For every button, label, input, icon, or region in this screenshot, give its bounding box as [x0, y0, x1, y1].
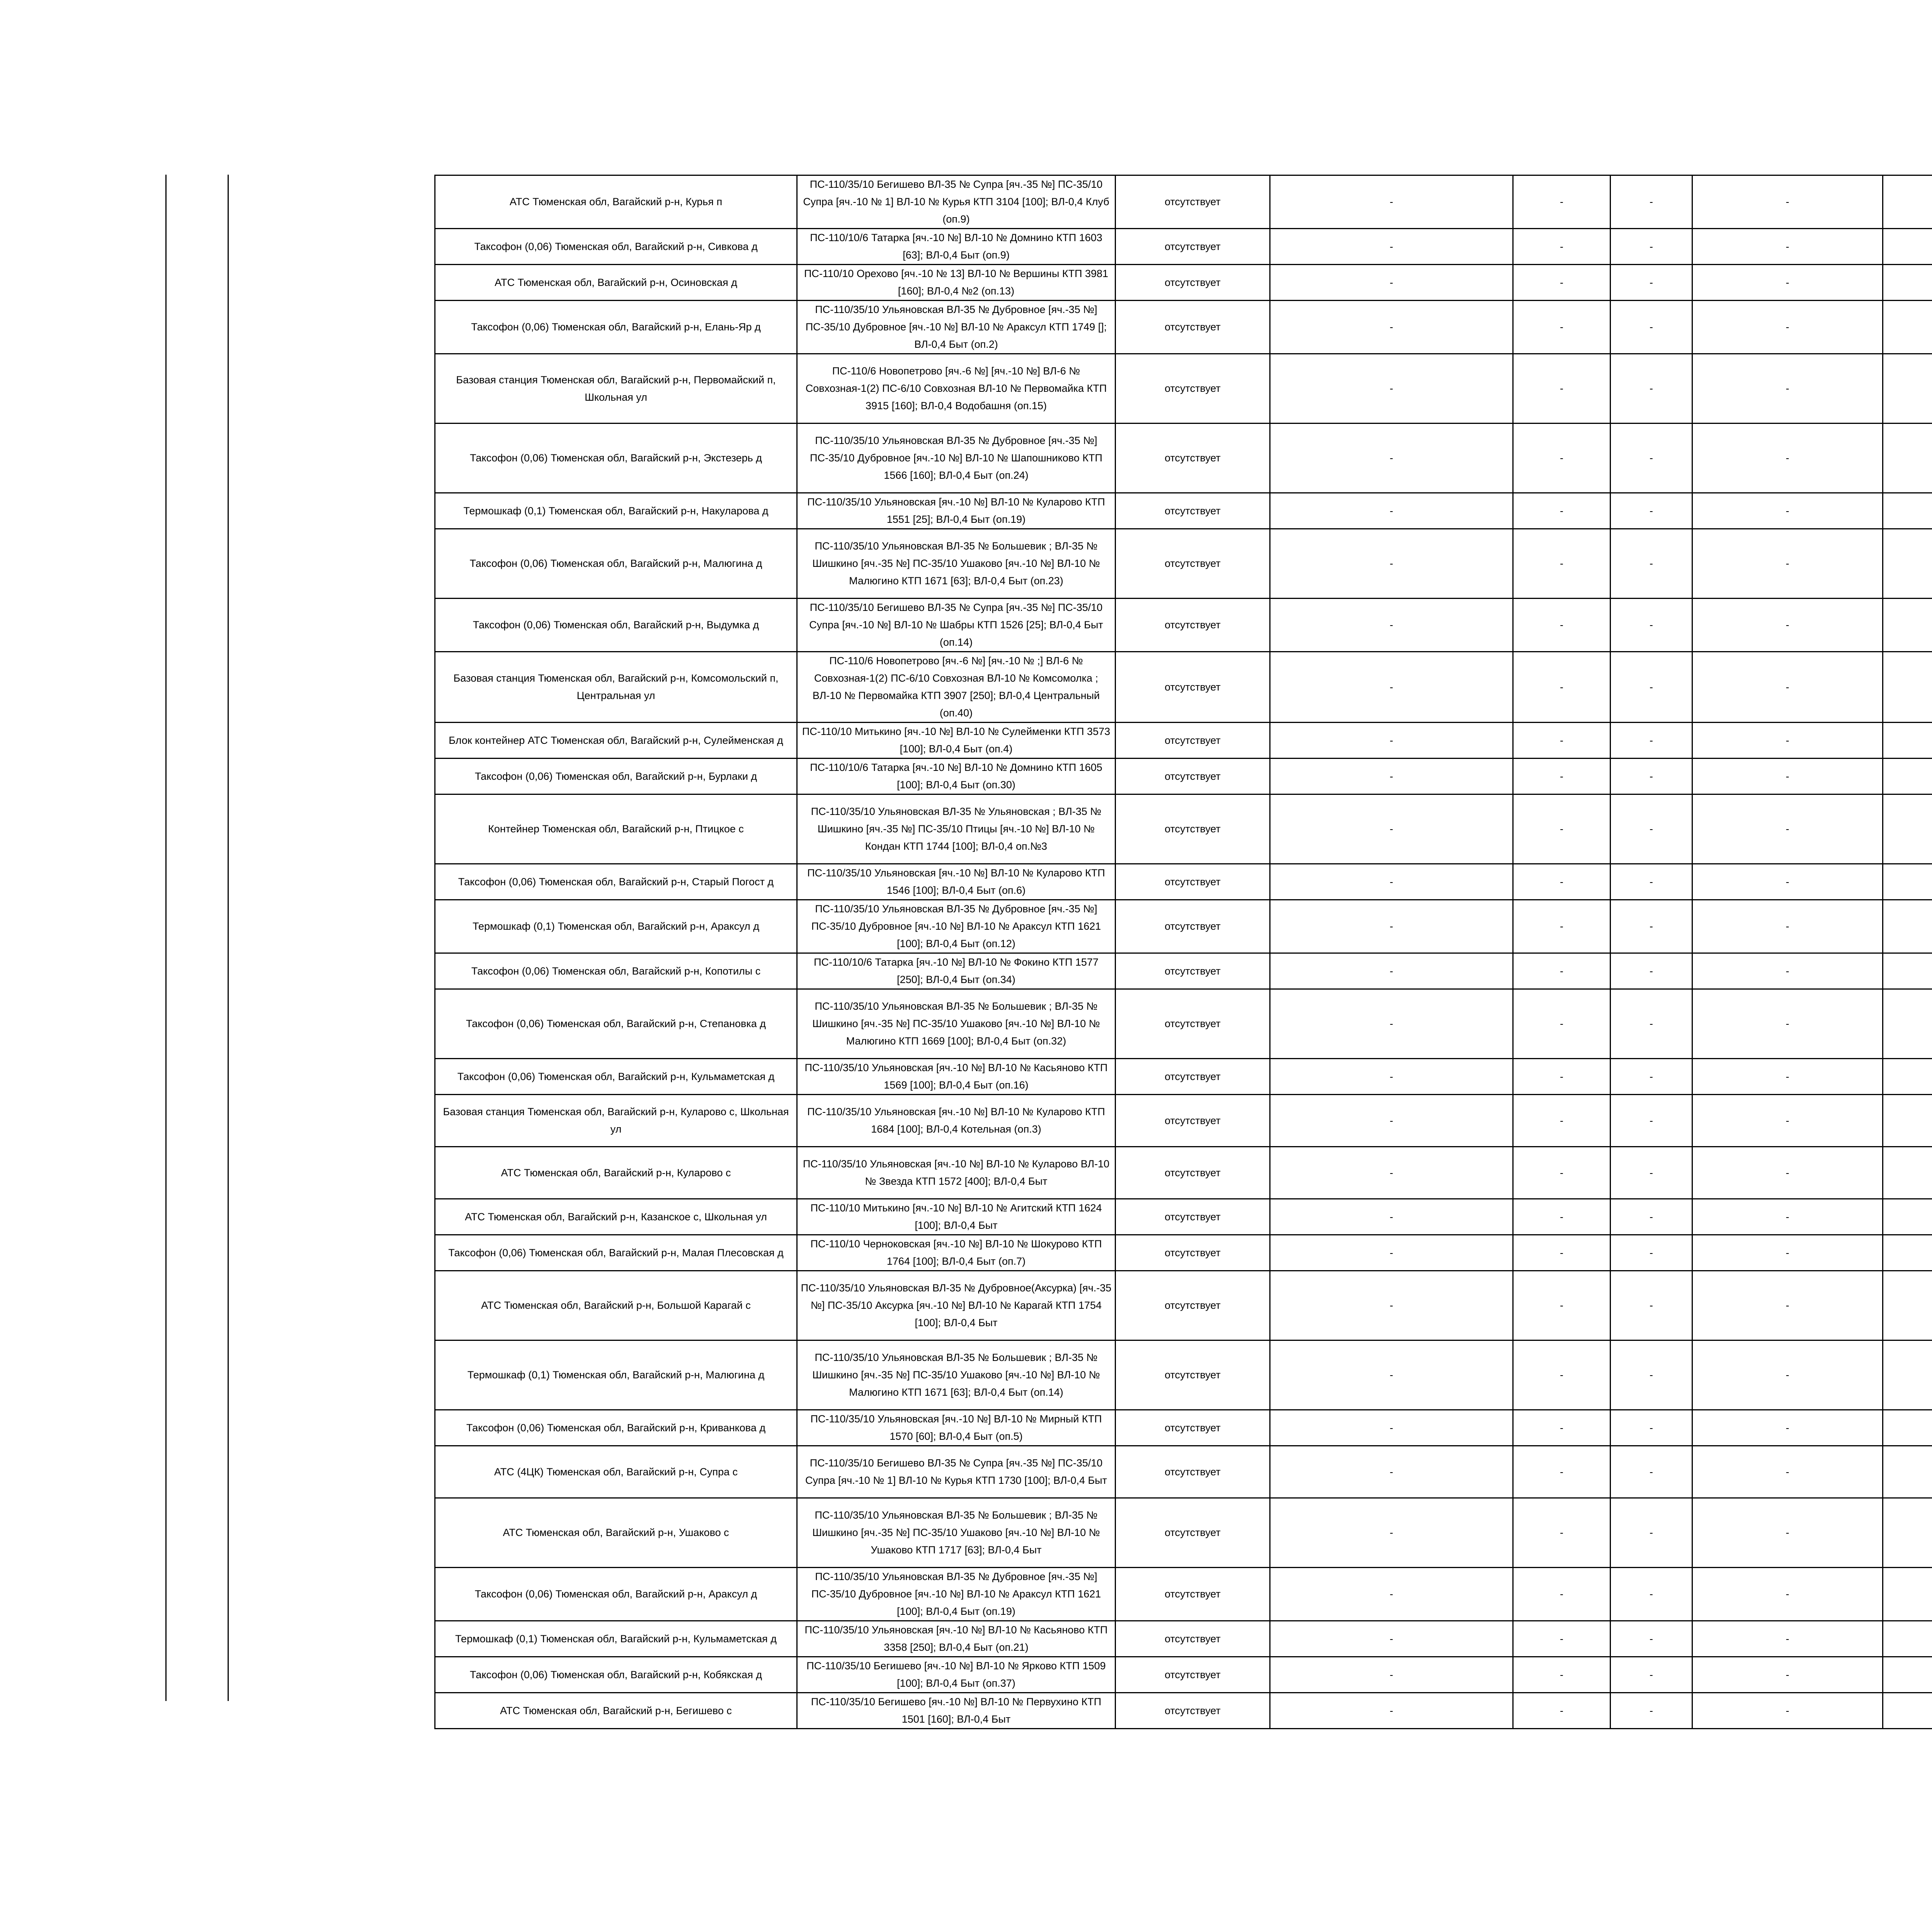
left-margin-line-inner [228, 175, 229, 1701]
empty-cell: - [1270, 723, 1513, 759]
empty-cell: - [1270, 175, 1513, 229]
empty-cell: - [1611, 1410, 1692, 1446]
empty-cell: - [1513, 1621, 1611, 1657]
power-source-cell: ПС-110/35/10 Ульяновская [яч.-10 №] ВЛ-10 № Касьяново КТП 3358 [250]; ВЛ-0,4 Быт (оп.21) [797, 1621, 1116, 1657]
power-source-cell: ПС-110/35/10 Бегишево [яч.-10 №] ВЛ-10 № Ярково КТП 1509 [100]; ВЛ-0,4 Быт (оп.37) [797, 1657, 1116, 1693]
empty-cell: - [1270, 900, 1513, 953]
empty-cell [1883, 759, 1932, 794]
table-row [435, 652, 1932, 723]
empty-cell: - [1270, 1199, 1513, 1235]
empty-cell: - [1611, 1199, 1692, 1235]
empty-cell: - [1270, 529, 1513, 599]
object-cell: АТС Тюменская обл, Вагайский р-н, Курья п [435, 175, 797, 229]
object-cell: Таксофон (0,06) Тюменская обл, Вагайский р-н, Малая Плесовская д [435, 1235, 797, 1271]
status-cell: отсутствует [1116, 265, 1270, 301]
status-cell: отсутствует [1116, 229, 1270, 265]
status-cell: отсутствует [1116, 794, 1270, 864]
table-row [435, 265, 1932, 301]
power-source-cell: ПС-110/10 Черноковская [яч.-10 №] ВЛ-10 № Шокурово КТП 1764 [100]; ВЛ-0,4 Быт (оп.7) [797, 1235, 1116, 1271]
left-margin-line [165, 175, 167, 1701]
power-source-cell: ПС-110/35/10 Ульяновская [яч.-10 №] ВЛ-10 № Куларово КТП 1546 [100]; ВЛ-0,4 Быт (оп.6) [797, 864, 1116, 900]
empty-cell: - [1270, 1446, 1513, 1498]
empty-cell: - [1513, 1340, 1611, 1410]
empty-cell [1883, 301, 1932, 354]
empty-cell: - [1270, 229, 1513, 265]
empty-cell: - [1692, 794, 1883, 864]
empty-cell: - [1611, 301, 1692, 354]
power-source-cell: ПС-110/35/10 Ульяновская ВЛ-35 № Большевик ; ВЛ-35 № Шишкино [яч.-35 №] ПС-35/10 Ушаково [яч.-10 №] ВЛ-10 № Ушаково КТП 1717 [63]; ВЛ-0,4 Быт [797, 1498, 1116, 1568]
table-row [435, 1059, 1932, 1095]
status-cell: отсутствует [1116, 1657, 1270, 1693]
empty-cell: - [1611, 1568, 1692, 1621]
empty-cell: - [1270, 1693, 1513, 1729]
power-source-cell: ПС-110/35/10 Ульяновская ВЛ-35 № Большевик ; ВЛ-35 № Шишкино [яч.-35 №] ПС-35/10 Ушаково [яч.-10 №] ВЛ-10 № Малюгино КТП 1671 [63]; ВЛ-0,4 Быт (оп.23) [797, 529, 1116, 599]
empty-cell [1883, 1621, 1932, 1657]
empty-cell: - [1611, 175, 1692, 229]
empty-cell [1883, 652, 1932, 723]
empty-cell: - [1692, 1568, 1883, 1621]
object-cell: Таксофон (0,06) Тюменская обл, Вагайский р-н, Араксул д [435, 1568, 797, 1621]
object-cell: АТС (4ЦК) Тюменская обл, Вагайский р-н, Супра с [435, 1446, 797, 1498]
status-cell: отсутствует [1116, 1271, 1270, 1340]
empty-cell: - [1513, 723, 1611, 759]
table-row [435, 1199, 1932, 1235]
empty-cell: - [1513, 989, 1611, 1059]
empty-cell: - [1692, 1340, 1883, 1410]
empty-cell: - [1692, 723, 1883, 759]
object-cell: АТС Тюменская обл, Вагайский р-н, Ушаково с [435, 1498, 797, 1568]
empty-cell: - [1611, 1498, 1692, 1568]
empty-cell: - [1513, 1059, 1611, 1095]
empty-cell: - [1692, 1657, 1883, 1693]
power-source-cell: ПС-110/35/10 Ульяновская [яч.-10 №] ВЛ-10 № Куларово КТП 1684 [100]; ВЛ-0,4 Котельная (оп.3) [797, 1095, 1116, 1147]
power-source-cell: ПС-110/10 Орехово [яч.-10 № 13] ВЛ-10 № Вершины КТП 3981 [160]; ВЛ-0,4 №2 (оп.13) [797, 265, 1116, 301]
empty-cell [1883, 723, 1932, 759]
table-row [435, 424, 1932, 493]
object-cell: АТС Тюменская обл, Вагайский р-н, Осиновская д [435, 265, 797, 301]
empty-cell: - [1513, 1199, 1611, 1235]
status-cell: отсутствует [1116, 424, 1270, 493]
power-source-cell: ПС-110/10/6 Татарка [яч.-10 №] ВЛ-10 № Фокино КТП 1577 [250]; ВЛ-0,4 Быт (оп.34) [797, 953, 1116, 989]
empty-cell: - [1270, 1095, 1513, 1147]
object-cell: Блок контейнер АТС Тюменская обл, Вагайский р-н, Сулейменская д [435, 723, 797, 759]
status-cell: отсутствует [1116, 953, 1270, 989]
empty-cell: - [1692, 175, 1883, 229]
empty-cell: - [1513, 864, 1611, 900]
empty-cell: - [1270, 1059, 1513, 1095]
power-source-cell: ПС-110/6 Новопетрово [яч.-6 №] [яч.-10 №] ВЛ-6 № Совхозная-1(2) ПС-6/10 Совхозная ВЛ-10 № Первомайка КТП 3915 [160]; ВЛ-0,4 Водобашня (оп.15) [797, 354, 1116, 424]
empty-cell: - [1611, 1271, 1692, 1340]
empty-cell: - [1692, 1498, 1883, 1568]
table-row [435, 301, 1932, 354]
empty-cell: - [1611, 989, 1692, 1059]
object-cell: Таксофон (0,06) Тюменская обл, Вагайский р-н, Криванкова д [435, 1410, 797, 1446]
empty-cell: - [1270, 1568, 1513, 1621]
empty-cell [1883, 1446, 1932, 1498]
empty-cell: - [1270, 1410, 1513, 1446]
empty-cell: - [1611, 1693, 1692, 1729]
empty-cell [1883, 1147, 1932, 1199]
table-row [435, 1410, 1932, 1446]
empty-cell [1883, 1235, 1932, 1271]
status-cell: отсутствует [1116, 1235, 1270, 1271]
power-source-cell: ПС-110/35/10 Ульяновская ВЛ-35 № Дубровное [яч.-35 №] ПС-35/10 Дубровное [яч.-10 №] ВЛ-10 № Араксул КТП 1621 [100]; ВЛ-0,4 Быт (оп.12) [797, 900, 1116, 953]
empty-cell: - [1692, 989, 1883, 1059]
power-source-cell: ПС-110/10 Митькино [яч.-10 №] ВЛ-10 № Сулейменки КТП 3573 [100]; ВЛ-0,4 Быт (оп.4) [797, 723, 1116, 759]
empty-cell: - [1692, 354, 1883, 424]
empty-cell [1883, 1095, 1932, 1147]
table-row [435, 1657, 1932, 1693]
status-cell: отсутствует [1116, 864, 1270, 900]
power-source-cell: ПС-110/35/10 Ульяновская ВЛ-35 № Большевик ; ВЛ-35 № Шишкино [яч.-35 №] ПС-35/10 Ушаково [яч.-10 №] ВЛ-10 № Малюгино КТП 1669 [100]; ВЛ-0,4 Быт (оп.32) [797, 989, 1116, 1059]
empty-cell: - [1611, 900, 1692, 953]
power-source-cell: ПС-110/35/10 Ульяновская [яч.-10 №] ВЛ-10 № Касьяново КТП 1569 [100]; ВЛ-0,4 Быт (оп.16) [797, 1059, 1116, 1095]
empty-cell [1883, 529, 1932, 599]
status-cell: отсутствует [1116, 1095, 1270, 1147]
empty-cell: - [1513, 1271, 1611, 1340]
object-cell: Таксофон (0,06) Тюменская обл, Вагайский р-н, Кульмаметская д [435, 1059, 797, 1095]
object-cell: АТС Тюменская обл, Вагайский р-н, Бегишево с [435, 1693, 797, 1729]
object-cell: Таксофон (0,06) Тюменская обл, Вагайский р-н, Сивкова д [435, 229, 797, 265]
empty-cell: - [1270, 1621, 1513, 1657]
power-source-cell: ПС-110/35/10 Бегишево ВЛ-35 № Супра [яч.-35 №] ПС-35/10 Супра [яч.-10 № 1] ВЛ-10 № Курья КТП 3104 [100]; ВЛ-0,4 Клуб (оп.9) [797, 175, 1116, 229]
empty-cell: - [1692, 1147, 1883, 1199]
power-source-cell: ПС-110/10 Митькино [яч.-10 №] ВЛ-10 № Агитский КТП 1624 [100]; ВЛ-0,4 Быт [797, 1199, 1116, 1235]
table-row [435, 1271, 1932, 1340]
empty-cell: - [1692, 864, 1883, 900]
empty-cell [1883, 1657, 1932, 1693]
empty-cell [1883, 229, 1932, 265]
empty-cell: - [1513, 759, 1611, 794]
object-cell: Таксофон (0,06) Тюменская обл, Вагайский р-н, Степановка д [435, 989, 797, 1059]
empty-cell: - [1611, 1235, 1692, 1271]
status-cell: отсутствует [1116, 1340, 1270, 1410]
empty-cell: - [1513, 1410, 1611, 1446]
empty-cell: - [1270, 1657, 1513, 1693]
table-row [435, 759, 1932, 794]
object-cell: Таксофон (0,06) Тюменская обл, Вагайский р-н, Елань-Яр д [435, 301, 797, 354]
empty-cell: - [1692, 1410, 1883, 1446]
data-table [434, 175, 1932, 1729]
empty-cell [1883, 354, 1932, 424]
empty-cell: - [1611, 354, 1692, 424]
power-source-cell: ПС-110/35/10 Ульяновская ВЛ-35 № Дубровное [яч.-35 №] ПС-35/10 Дубровное [яч.-10 №] ВЛ-10 № Араксул КТП 1621 [100]; ВЛ-0,4 Быт (оп.19) [797, 1568, 1116, 1621]
empty-cell: - [1270, 1235, 1513, 1271]
empty-cell [1883, 1568, 1932, 1621]
table-row [435, 723, 1932, 759]
status-cell: отсутствует [1116, 1693, 1270, 1729]
power-source-cell: ПС-110/35/10 Ульяновская [яч.-10 №] ВЛ-10 № Куларово ВЛ-10 № Звезда КТП 1572 [400]; ВЛ-0,4 Быт [797, 1147, 1116, 1199]
power-source-cell: ПС-110/35/10 Ульяновская ВЛ-35 № Большевик ; ВЛ-35 № Шишкино [яч.-35 №] ПС-35/10 Ушаково [яч.-10 №] ВЛ-10 № Малюгино КТП 1671 [63]; ВЛ-0,4 Быт (оп.14) [797, 1340, 1116, 1410]
status-cell: отсутствует [1116, 723, 1270, 759]
status-cell: отсутствует [1116, 759, 1270, 794]
object-cell: Таксофон (0,06) Тюменская обл, Вагайский р-н, Выдумка д [435, 599, 797, 652]
empty-cell: - [1692, 759, 1883, 794]
empty-cell [1883, 1498, 1932, 1568]
empty-cell: - [1611, 1147, 1692, 1199]
empty-cell: - [1692, 1693, 1883, 1729]
table-row [435, 354, 1932, 424]
object-cell: АТС Тюменская обл, Вагайский р-н, Казанское с, Школьная ул [435, 1199, 797, 1235]
empty-cell [1883, 1410, 1932, 1446]
status-cell: отсутствует [1116, 1621, 1270, 1657]
status-cell: отсутствует [1116, 1199, 1270, 1235]
empty-cell: - [1513, 1693, 1611, 1729]
empty-cell: - [1611, 1621, 1692, 1657]
empty-cell: - [1611, 794, 1692, 864]
empty-cell: - [1611, 1446, 1692, 1498]
status-cell: отсутствует [1116, 1147, 1270, 1199]
table-row [435, 1693, 1932, 1729]
table-row [435, 1095, 1932, 1147]
object-cell: Таксофон (0,06) Тюменская обл, Вагайский р-н, Экстезерь д [435, 424, 797, 493]
table-row [435, 1621, 1932, 1657]
table-row [435, 1568, 1932, 1621]
empty-cell: - [1611, 723, 1692, 759]
power-source-cell: ПС-110/35/10 Ульяновская ВЛ-35 № Дубровное [яч.-35 №] ПС-35/10 Дубровное [яч.-10 №] ВЛ-10 № Араксул КТП 1749 []; ВЛ-0,4 Быт (оп.2) [797, 301, 1116, 354]
empty-cell [1883, 1059, 1932, 1095]
empty-cell [1883, 1340, 1932, 1410]
empty-cell: - [1692, 1271, 1883, 1340]
empty-cell [1883, 175, 1932, 229]
status-cell: отсутствует [1116, 529, 1270, 599]
empty-cell [1883, 493, 1932, 529]
status-cell: отсутствует [1116, 599, 1270, 652]
table-row [435, 989, 1932, 1059]
empty-cell: - [1611, 493, 1692, 529]
empty-cell: - [1513, 1147, 1611, 1199]
table-row [435, 1235, 1932, 1271]
empty-cell: - [1270, 1498, 1513, 1568]
empty-cell: - [1270, 953, 1513, 989]
empty-cell [1883, 599, 1932, 652]
power-source-cell: ПС-110/35/10 Ульяновская ВЛ-35 № Дубровное [яч.-35 №] ПС-35/10 Дубровное [яч.-10 №] ВЛ-10 № Шапошниково КТП 1566 [160]; ВЛ-0,4 Быт (оп.24) [797, 424, 1116, 493]
empty-cell: - [1611, 529, 1692, 599]
empty-cell [1883, 1199, 1932, 1235]
power-source-cell: ПС-110/35/10 Бегишево ВЛ-35 № Супра [яч.-35 №] ПС-35/10 Супра [яч.-10 № 1] ВЛ-10 № Курья КТП 1730 [100]; ВЛ-0,4 Быт [797, 1446, 1116, 1498]
object-cell: АТС Тюменская обл, Вагайский р-н, Большой Карагай с [435, 1271, 797, 1340]
table-row [435, 493, 1932, 529]
empty-cell: - [1513, 794, 1611, 864]
object-cell: Термошкаф (0,1) Тюменская обл, Вагайский р-н, Накуларова д [435, 493, 797, 529]
empty-cell: - [1270, 301, 1513, 354]
status-cell: отсутствует [1116, 301, 1270, 354]
empty-cell [1883, 1271, 1932, 1340]
empty-cell [1883, 424, 1932, 493]
empty-cell: - [1513, 1657, 1611, 1693]
empty-cell: - [1692, 229, 1883, 265]
empty-cell [1883, 864, 1932, 900]
status-cell: отсутствует [1116, 354, 1270, 424]
empty-cell: - [1692, 424, 1883, 493]
empty-cell [1883, 989, 1932, 1059]
empty-cell: - [1513, 301, 1611, 354]
empty-cell [1883, 953, 1932, 989]
empty-cell: - [1270, 599, 1513, 652]
empty-cell: - [1513, 599, 1611, 652]
status-cell: отсутствует [1116, 1568, 1270, 1621]
table-row [435, 229, 1932, 265]
empty-cell: - [1270, 354, 1513, 424]
empty-cell: - [1692, 1621, 1883, 1657]
empty-cell: - [1270, 759, 1513, 794]
empty-cell: - [1611, 1095, 1692, 1147]
status-cell: отсутствует [1116, 900, 1270, 953]
status-cell: отсутствует [1116, 1410, 1270, 1446]
object-cell: Базовая станция Тюменская обл, Вагайский р-н, Куларово с, Школьная ул [435, 1095, 797, 1147]
power-source-cell: ПС-110/6 Новопетрово [яч.-6 №] [яч.-10 № ;] ВЛ-6 № Совхозная-1(2) ПС-6/10 Совхозная ВЛ-10 № Комсомолка ; ВЛ-10 № Первомайка КТП 3907 [250]; ВЛ-0,4 Центральный (оп.40) [797, 652, 1116, 723]
status-cell: отсутствует [1116, 493, 1270, 529]
empty-cell: - [1611, 229, 1692, 265]
table-row [435, 794, 1932, 864]
empty-cell: - [1692, 1235, 1883, 1271]
empty-cell: - [1611, 864, 1692, 900]
object-cell: Контейнер Тюменская обл, Вагайский р-н, Птицкое с [435, 794, 797, 864]
table-row [435, 900, 1932, 953]
empty-cell: - [1513, 175, 1611, 229]
power-source-cell: ПС-110/35/10 Ульяновская ВЛ-35 № Ульяновская ; ВЛ-35 № Шишкино [яч.-35 №] ПС-35/10 Птицы [яч.-10 №] ВЛ-10 № Кондан КТП 1744 [100]; ВЛ-0,4 оп.№3 [797, 794, 1116, 864]
status-cell: отсутствует [1116, 1446, 1270, 1498]
empty-cell: - [1270, 794, 1513, 864]
empty-cell: - [1513, 1498, 1611, 1568]
status-cell: отсутствует [1116, 989, 1270, 1059]
empty-cell: - [1692, 652, 1883, 723]
empty-cell [1883, 265, 1932, 301]
table-row [435, 1498, 1932, 1568]
table-row [435, 953, 1932, 989]
empty-cell: - [1611, 1657, 1692, 1693]
empty-cell: - [1611, 1340, 1692, 1410]
empty-cell: - [1611, 265, 1692, 301]
empty-cell: - [1611, 424, 1692, 493]
empty-cell: - [1611, 953, 1692, 989]
empty-cell: - [1513, 1095, 1611, 1147]
object-cell: Таксофон (0,06) Тюменская обл, Вагайский р-н, Кобякская д [435, 1657, 797, 1693]
empty-cell: - [1513, 953, 1611, 989]
empty-cell: - [1611, 599, 1692, 652]
empty-cell: - [1611, 759, 1692, 794]
empty-cell: - [1513, 265, 1611, 301]
empty-cell: - [1692, 953, 1883, 989]
empty-cell: - [1692, 1199, 1883, 1235]
status-cell: отсутствует [1116, 175, 1270, 229]
empty-cell [1883, 900, 1932, 953]
empty-cell: - [1270, 864, 1513, 900]
power-source-cell: ПС-110/35/10 Бегишево [яч.-10 №] ВЛ-10 № Первухино КТП 1501 [160]; ВЛ-0,4 Быт [797, 1693, 1116, 1729]
empty-cell: - [1513, 900, 1611, 953]
empty-cell: - [1611, 1059, 1692, 1095]
empty-cell: - [1513, 493, 1611, 529]
table-row [435, 864, 1932, 900]
table-row [435, 599, 1932, 652]
empty-cell: - [1692, 900, 1883, 953]
empty-cell: - [1692, 1095, 1883, 1147]
empty-cell: - [1270, 1147, 1513, 1199]
empty-cell: - [1270, 652, 1513, 723]
empty-cell: - [1270, 265, 1513, 301]
empty-cell: - [1692, 1446, 1883, 1498]
empty-cell [1883, 1693, 1932, 1729]
table-row [435, 175, 1932, 229]
power-source-cell: ПС-110/35/10 Ульяновская ВЛ-35 № Дубровное(Аксурка) [яч.-35 №] ПС-35/10 Аксурка [яч.-10 №] ВЛ-10 № Карагай КТП 1754 [100]; ВЛ-0,4 Быт [797, 1271, 1116, 1340]
empty-cell: - [1513, 529, 1611, 599]
empty-cell: - [1270, 493, 1513, 529]
empty-cell: - [1513, 1446, 1611, 1498]
status-cell: отсутствует [1116, 1059, 1270, 1095]
empty-cell: - [1611, 652, 1692, 723]
empty-cell: - [1692, 301, 1883, 354]
status-cell: отсутствует [1116, 652, 1270, 723]
empty-cell: - [1270, 1271, 1513, 1340]
empty-cell: - [1513, 652, 1611, 723]
table-row [435, 1340, 1932, 1410]
table-row [435, 1446, 1932, 1498]
object-cell: Таксофон (0,06) Тюменская обл, Вагайский р-н, Малюгина д [435, 529, 797, 599]
power-source-cell: ПС-110/35/10 Ульяновская [яч.-10 №] ВЛ-10 № Куларово КТП 1551 [25]; ВЛ-0,4 Быт (оп.19) [797, 493, 1116, 529]
object-cell: Термошкаф (0,1) Тюменская обл, Вагайский р-н, Араксул д [435, 900, 797, 953]
object-cell: Таксофон (0,06) Тюменская обл, Вагайский р-н, Копотилы с [435, 953, 797, 989]
empty-cell: - [1692, 1059, 1883, 1095]
object-cell: Базовая станция Тюменская обл, Вагайский р-н, Первомайский п, Школьная ул [435, 354, 797, 424]
empty-cell: - [1692, 493, 1883, 529]
empty-cell: - [1513, 1568, 1611, 1621]
empty-cell [1883, 794, 1932, 864]
object-cell: Термошкаф (0,1) Тюменская обл, Вагайский р-н, Малюгина д [435, 1340, 797, 1410]
empty-cell: - [1513, 229, 1611, 265]
table-row [435, 529, 1932, 599]
empty-cell: - [1692, 599, 1883, 652]
empty-cell: - [1692, 529, 1883, 599]
object-cell: Базовая станция Тюменская обл, Вагайский р-н, Комсомольский п, Центральная ул [435, 652, 797, 723]
empty-cell: - [1270, 1340, 1513, 1410]
object-cell: АТС Тюменская обл, Вагайский р-н, Куларово с [435, 1147, 797, 1199]
power-source-cell: ПС-110/10/6 Татарка [яч.-10 №] ВЛ-10 № Домнино КТП 1605 [100]; ВЛ-0,4 Быт (оп.30) [797, 759, 1116, 794]
power-source-cell: ПС-110/35/10 Бегишево ВЛ-35 № Супра [яч.-35 №] ПС-35/10 Супра [яч.-10 №] ВЛ-10 № Шабры КТП 1526 [25]; ВЛ-0,4 Быт (оп.14) [797, 599, 1116, 652]
empty-cell: - [1513, 1235, 1611, 1271]
empty-cell: - [1513, 354, 1611, 424]
object-cell: Таксофон (0,06) Тюменская обл, Вагайский р-н, Бурлаки д [435, 759, 797, 794]
object-cell: Таксофон (0,06) Тюменская обл, Вагайский р-н, Старый Погост д [435, 864, 797, 900]
empty-cell: - [1270, 424, 1513, 493]
object-cell: Термошкаф (0,1) Тюменская обл, Вагайский р-н, Кульмаметская д [435, 1621, 797, 1657]
empty-cell: - [1270, 989, 1513, 1059]
status-cell: отсутствует [1116, 1498, 1270, 1568]
table-row [435, 1147, 1932, 1199]
empty-cell: - [1513, 424, 1611, 493]
power-source-cell: ПС-110/35/10 Ульяновская [яч.-10 №] ВЛ-10 № Мирный КТП 1570 [60]; ВЛ-0,4 Быт (оп.5) [797, 1410, 1116, 1446]
empty-cell: - [1692, 265, 1883, 301]
power-source-cell: ПС-110/10/6 Татарка [яч.-10 №] ВЛ-10 № Домнино КТП 1603 [63]; ВЛ-0,4 Быт (оп.9) [797, 229, 1116, 265]
